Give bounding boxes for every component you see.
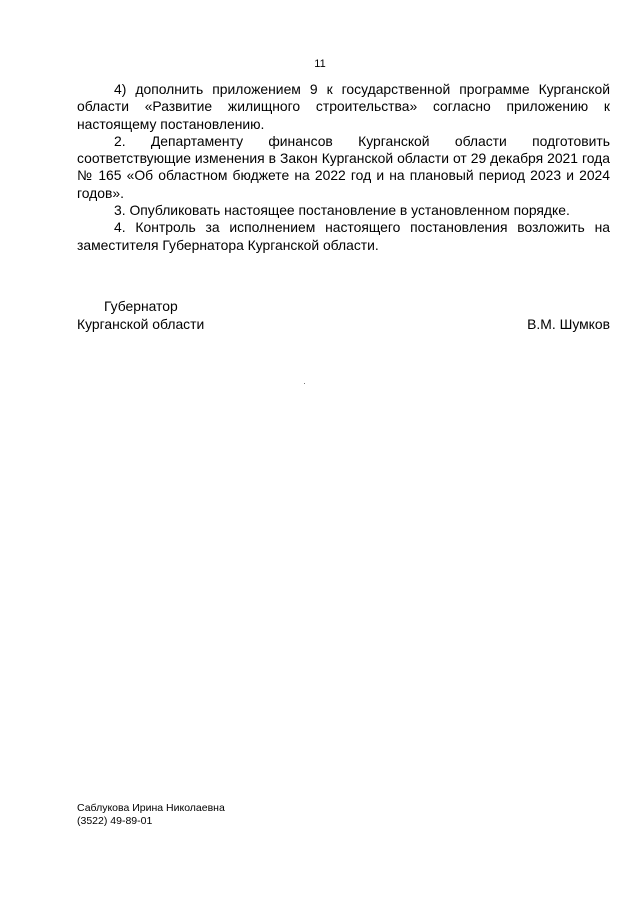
stray-mark — [304, 383, 305, 384]
executor-phone: (3522) 49-89-01 — [77, 815, 153, 827]
signatory-name: В.М. Шумков — [527, 316, 610, 332]
paragraph-control: 4. Контроль за исполнением настоящего постановления возложить на заместителя Губернатора Курганской области. — [77, 219, 610, 253]
paragraph-finance-department: 2. Департаменту финансов Курганской области подготовить соответствующие изменения в Закон Курганской области от 29 декабря 2021 года № 165 «Об областном бюджете на 2022 год и на плановый период 2023 и 2024 годов». — [77, 132, 610, 201]
executor-block — [77, 802, 225, 828]
document-body — [77, 81, 610, 254]
paragraph-appendix-9: 4) дополнить приложением 9 к государственной программе Курганской области «Развитие жилищного строительства» согласно приложению к настоящему постановлению. — [77, 81, 610, 132]
page-number: 11 — [314, 58, 326, 70]
signature-title-block — [77, 297, 204, 333]
executor-name: Саблукова Ирина Николаевна — [77, 802, 225, 814]
signature-position: Губернатор — [104, 298, 178, 314]
signature-region: Курганской области — [77, 316, 205, 332]
paragraph-publish: 3. Опубликовать настоящее постановление в установленном порядке. — [114, 202, 570, 219]
